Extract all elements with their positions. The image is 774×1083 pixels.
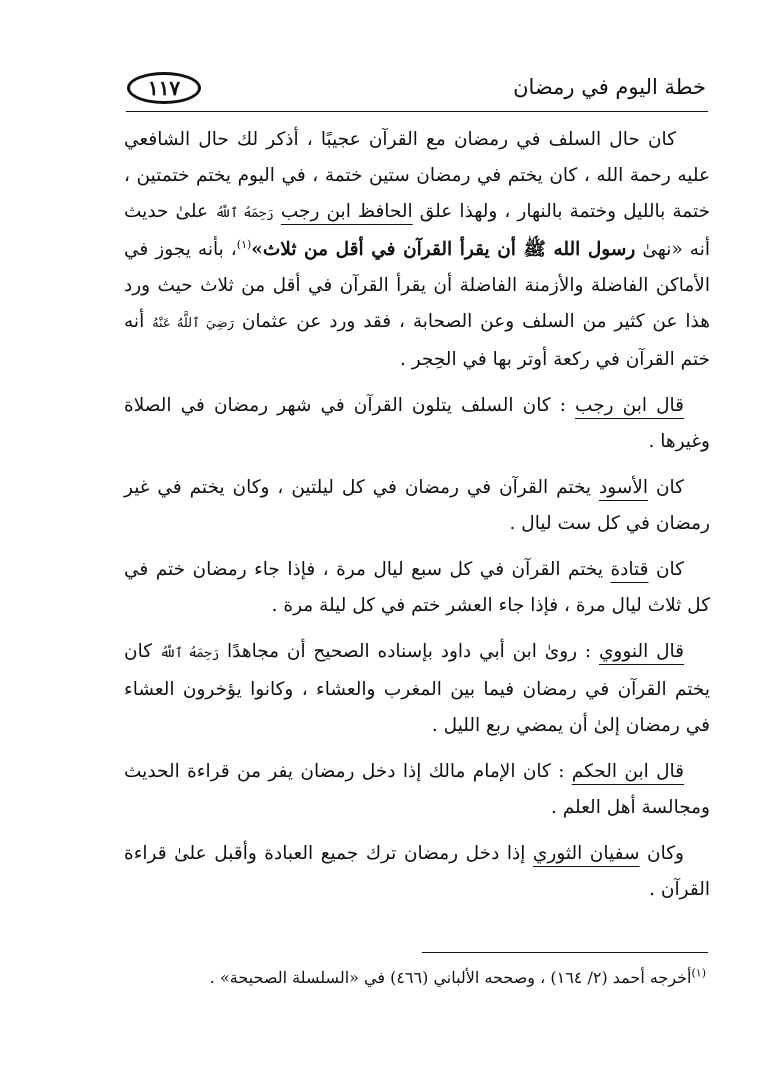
page-body <box>124 122 710 918</box>
paragraph-text: : كان السلف يتلون القرآن في شهر رمضان في الصلاة وغيرها . <box>124 395 710 452</box>
paragraph-text: كان حال السلف في رمضان مع القرآن عجيبًا ، أذكر لك حال الشافعي عليه رحمة الله ، كان يختم في رمضان ستين ختمة ، في اليوم يختم ختمتين ، ختمة بالليل وختمة بالنهار ، ولهذا علق <box>124 129 711 222</box>
honorific: رَحِمَهُ ٱللَّهُ <box>215 206 274 221</box>
paragraph-ibn-rajab <box>124 388 710 460</box>
paragraph-qatadah <box>124 552 710 624</box>
footnote-reference: (١) <box>236 237 252 251</box>
quote-close: » <box>251 239 263 260</box>
paragraph-text: يختم القرآن في كل سبع ليال مرة ، فإذا جاء رمضان ختم في كل ثلاث ليال مرة ، فإذا جاء العشر ختم في كل ليلة مرة . <box>124 559 710 616</box>
underlined-name: سفيان الثوري <box>532 843 640 864</box>
underlined-name: قتادة <box>610 559 649 580</box>
footnote <box>210 964 706 992</box>
underlined-name: الأسود <box>599 477 649 498</box>
paragraph-text: : روىٰ ابن أبي داود بإسناده الصحيح أن مجاهدًا <box>219 641 592 662</box>
paragraph-ibn-al-hakam <box>124 754 710 826</box>
underlined-name: قال ابن رجب <box>575 395 685 416</box>
paragraph-text: : كان الإمام مالك إذا دخل رمضان يفر من قراءة الحديث ومجالسة أهل العلم . <box>124 761 710 818</box>
running-header-title: خطة اليوم في رمضان <box>513 75 706 99</box>
honorific: رَحِمَهُ ٱللَّهُ <box>159 646 220 661</box>
underlined-name: الحافظ ابن رجب <box>280 201 413 222</box>
underlined-name: قال النووي <box>598 641 684 662</box>
header-rule <box>126 111 708 112</box>
underlined-name: قال ابن الحكم <box>571 761 684 782</box>
paragraph-sufyan <box>124 836 710 908</box>
footnote-marker: (١) <box>691 966 706 980</box>
hadith-quote: رسول الله ﷺ أن يقرأ القرآن في أقل من ثلاث <box>262 239 636 260</box>
paragraph-text: ، بأنه يجوز في الأماكن الفاضلة والأزمنة الفاضلة أن يقرأ القرآن في أقل من ثلاث حيث ورد هذا عن كثير من السلف وعن الصحابة ، فقد ورد عن عثمان <box>124 239 710 332</box>
paragraph-text: أنه ختم القرآن في ركعة أوتر بها في الحِجر . <box>124 311 710 370</box>
paragraph-text: وكان <box>639 843 684 864</box>
paragraph-text: كان <box>648 477 684 498</box>
paragraph-text: علىٰ حديث أنه «نهىٰ <box>124 201 711 260</box>
paragraph-salaf-quran <box>124 122 710 378</box>
paragraph-text: كان <box>648 559 684 580</box>
footnote-rule <box>422 952 708 953</box>
honorific: رَضِيَ ٱللَّهُ عَنْهُ <box>152 316 234 331</box>
footnote-text: أخرجه أحمد (٢/ ١٦٤) ، وصححه الألباني (٤٦٦) في «السلسلة الصحيحة» . <box>209 968 692 987</box>
paragraph-al-aswad <box>124 470 710 542</box>
paragraph-text: يختم القرآن في رمضان في كل ليلتين ، وكان يختم في غير رمضان في كل ست ليال . <box>124 477 710 534</box>
paragraph-text: كان يختم القرآن في رمضان فيما بين المغرب والعشاء ، وكانوا يؤخرون العشاء في رمضان إلىٰ أن يمضي ربع الليل . <box>124 641 710 736</box>
paragraph-text: إذا دخل رمضان ترك جميع العبادة وأقبل علىٰ قراءة القرآن . <box>124 843 710 900</box>
page-number-oval <box>127 72 201 104</box>
paragraph-nawawi <box>124 634 710 744</box>
page-number: ١١٧ <box>147 76 181 100</box>
